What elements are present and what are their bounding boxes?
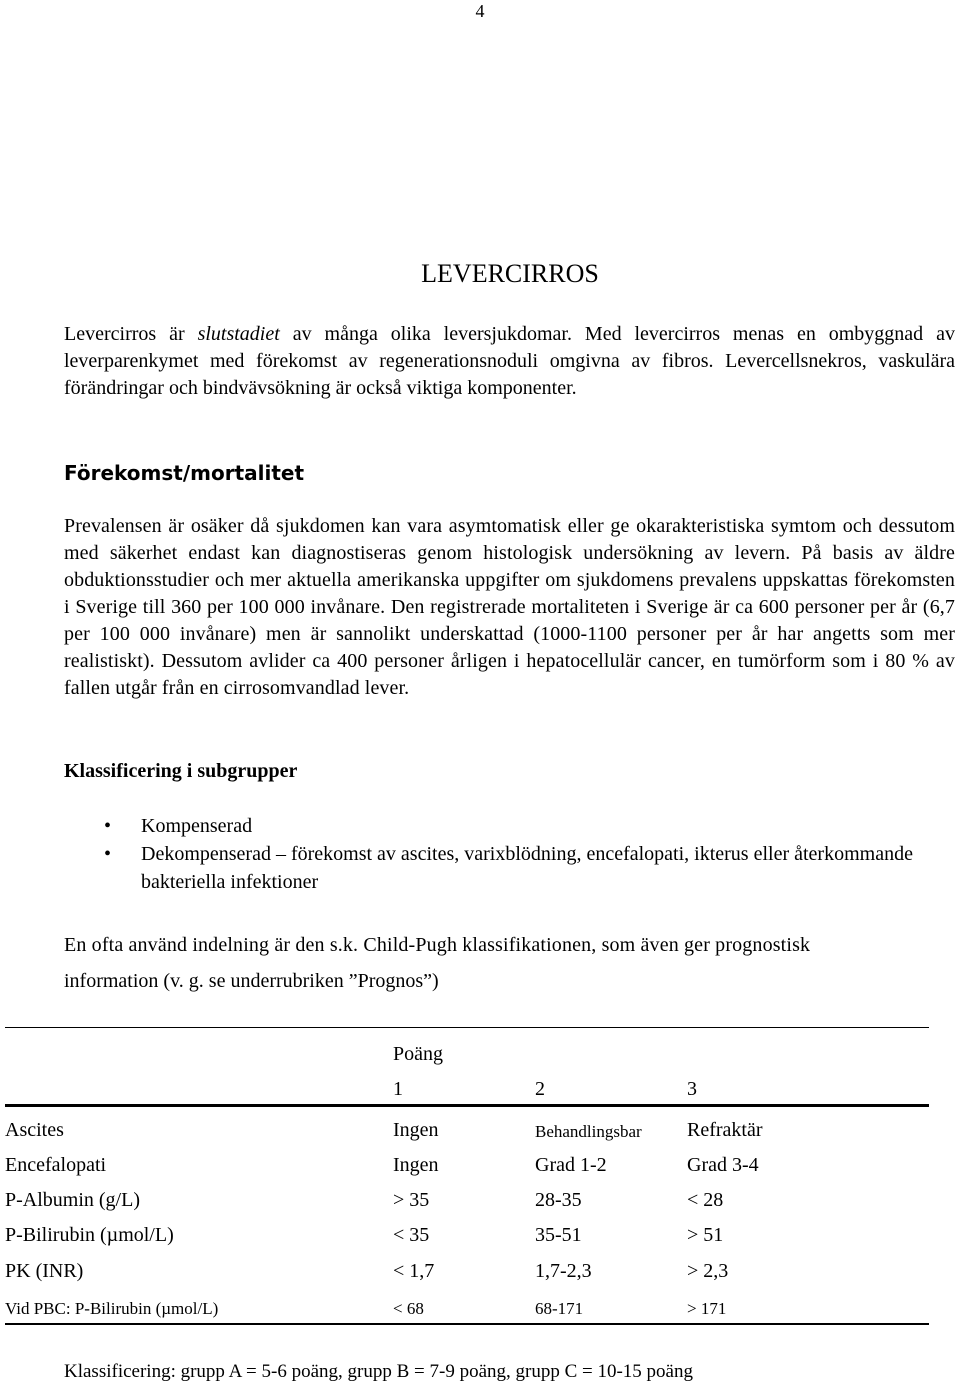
cell: Ingen (393, 1119, 439, 1141)
row-label: Ascites (5, 1119, 64, 1141)
list-item: • Kompenserad (104, 812, 924, 840)
row-label: P-Albumin (g/L) (5, 1189, 140, 1211)
table-group-header: Poäng (393, 1043, 443, 1065)
intro-paragraph: Levercirros är slutstadiet av många olika leversjukdomar. Med levercirros menas en ombyggnad av leverparenkymet med förekomst av regenerationsnoduli omgivna av fibros. Levercellsnekros, vaskulära förändringar och bindvävsökning är också viktiga komponenter. (64, 323, 955, 399)
page-number: 4 (475, 1, 485, 21)
cell: 1,7-2,3 (535, 1260, 592, 1282)
cell: > 35 (393, 1189, 430, 1211)
cell: 35-51 (535, 1224, 582, 1246)
cell: 68-171 (535, 1299, 584, 1318)
cell: > 2,3 (687, 1260, 729, 1282)
column-header-2: 2 (535, 1078, 545, 1100)
cell: 28-35 (535, 1189, 582, 1211)
table-top-rule (5, 1027, 929, 1028)
row-label: Vid PBC: P-Bilirubin (µmol/L) (5, 1299, 219, 1318)
cell: < 1,7 (393, 1260, 435, 1282)
table-header-rule (5, 1104, 929, 1107)
row-label: P-Bilirubin (µmol/L) (5, 1224, 174, 1246)
child-pugh-note-line2: information (v. g. se underrubriken ”Prognos”) (64, 970, 439, 992)
page-title: LEVERCIRROS (421, 259, 599, 288)
cell: < 28 (687, 1189, 724, 1211)
child-pugh-note-line1: En ofta använd indelning är den s.k. Child-Pugh klassifikationen, som även ger prognostisk (64, 934, 811, 956)
intro-emphasis: slutstadiet (197, 323, 280, 345)
row-label: Encefalopati (5, 1154, 107, 1176)
row-label: PK (INR) (5, 1260, 84, 1282)
cell: < 35 (393, 1224, 430, 1246)
bullet-icon: • (104, 815, 112, 837)
cell: Ingen (393, 1154, 439, 1176)
table-bottom-rule (5, 1323, 929, 1325)
cell: < 68 (393, 1299, 424, 1318)
cell: Behandlingsbar (535, 1122, 642, 1141)
section-heading-classification: Klassificering i subgrupper (64, 760, 298, 782)
cell: Grad 1-2 (535, 1154, 607, 1176)
list-item: • Dekompenserad – förekomst av ascites, varixblödning, encefalopati, ikterus eller återkommande bakteriella infektioner (104, 840, 924, 896)
column-header-3: 3 (687, 1078, 697, 1100)
cell: Grad 3-4 (687, 1154, 759, 1176)
prevalence-paragraph: Prevalensen är osäker då sjukdomen kan vara asymtomatisk eller ge okarakteristiska symtom och dessutom med säkerhet endast kan diagnostiseras genom histologisk undersökning av levern. På basis av äldre obduktionsstudier och mer aktuella amerikanska uppgifter om sjukdomens prevalens uppskattas förekomsten i Sverige till 360 per 100 000 invånare. Den registrerade mortaliteten i Sverige är ca 600 personer per år (6,7 per 100 000 invånare) men är sannolikt underskattad (1000-1100 personer per år har angetts som mer realistiskt). Dessutom avlider ca 400 personer årligen i hepatocellulär cancer, en tumörform som i 80 % av fallen utgår från en cirrosomvandlad lever. (64, 515, 955, 699)
classification-list (104, 812, 924, 896)
section-heading-prevalence: Förekomst/mortalitet (64, 461, 305, 485)
cell: > 51 (687, 1224, 724, 1246)
cell: > 171 (687, 1299, 727, 1318)
classification-footer: Klassificering: grupp A = 5-6 poäng, grupp B = 7-9 poäng, grupp C = 10-15 poäng (64, 1361, 693, 1382)
cell: Refraktär (687, 1119, 763, 1141)
column-header-1: 1 (393, 1078, 403, 1100)
bullet-icon: • (104, 843, 112, 865)
